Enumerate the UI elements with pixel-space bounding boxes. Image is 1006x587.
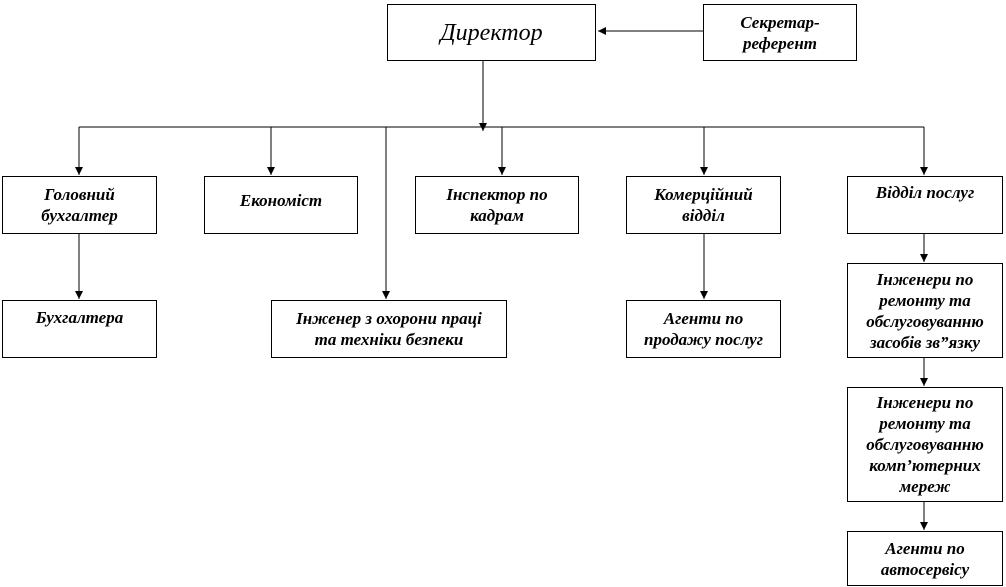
services-department-label: Відділ послуг bbox=[875, 183, 975, 202]
safety-engineer-label: Інженер з охорони праці та техніки безпеки bbox=[296, 309, 482, 349]
chief-accountant-box bbox=[2, 176, 157, 234]
economist-label: Економіст bbox=[239, 191, 323, 210]
commercial-department-box bbox=[626, 176, 781, 234]
secretary-box bbox=[703, 4, 857, 61]
hr-inspector-box bbox=[415, 176, 579, 234]
auto-service-agents-box bbox=[847, 531, 1003, 586]
secretary-label: Секретар- референт bbox=[740, 12, 820, 53]
sales-agents-label: Агенти по продажу послуг bbox=[644, 309, 763, 349]
director-box bbox=[387, 4, 596, 61]
computer-engineers-label: Інженери по ремонту та обслуговуванню комп’ютерних мереж bbox=[866, 393, 984, 496]
safety-engineer-box bbox=[271, 300, 507, 358]
comm-engineers-box bbox=[847, 263, 1003, 358]
hr-inspector-label: Інспектор по кадрам bbox=[446, 185, 548, 225]
director-label: Директор bbox=[440, 19, 543, 46]
services-department-box bbox=[847, 176, 1003, 234]
accountants-box bbox=[2, 300, 157, 358]
auto-service-agents-label: Агенти по автосервісу bbox=[880, 538, 970, 579]
sales-agents-box bbox=[626, 300, 781, 358]
commercial-department-label: Комерційний відділ bbox=[654, 185, 753, 225]
comm-engineers-label: Інженери по ремонту та обслуговуванню засобів зв”язку bbox=[866, 269, 984, 352]
economist-box bbox=[204, 176, 358, 234]
accountants-label: Бухгалтера bbox=[35, 308, 124, 327]
computer-engineers-box bbox=[847, 387, 1003, 502]
chief-accountant-label: Головний бухгалтер bbox=[41, 185, 118, 225]
